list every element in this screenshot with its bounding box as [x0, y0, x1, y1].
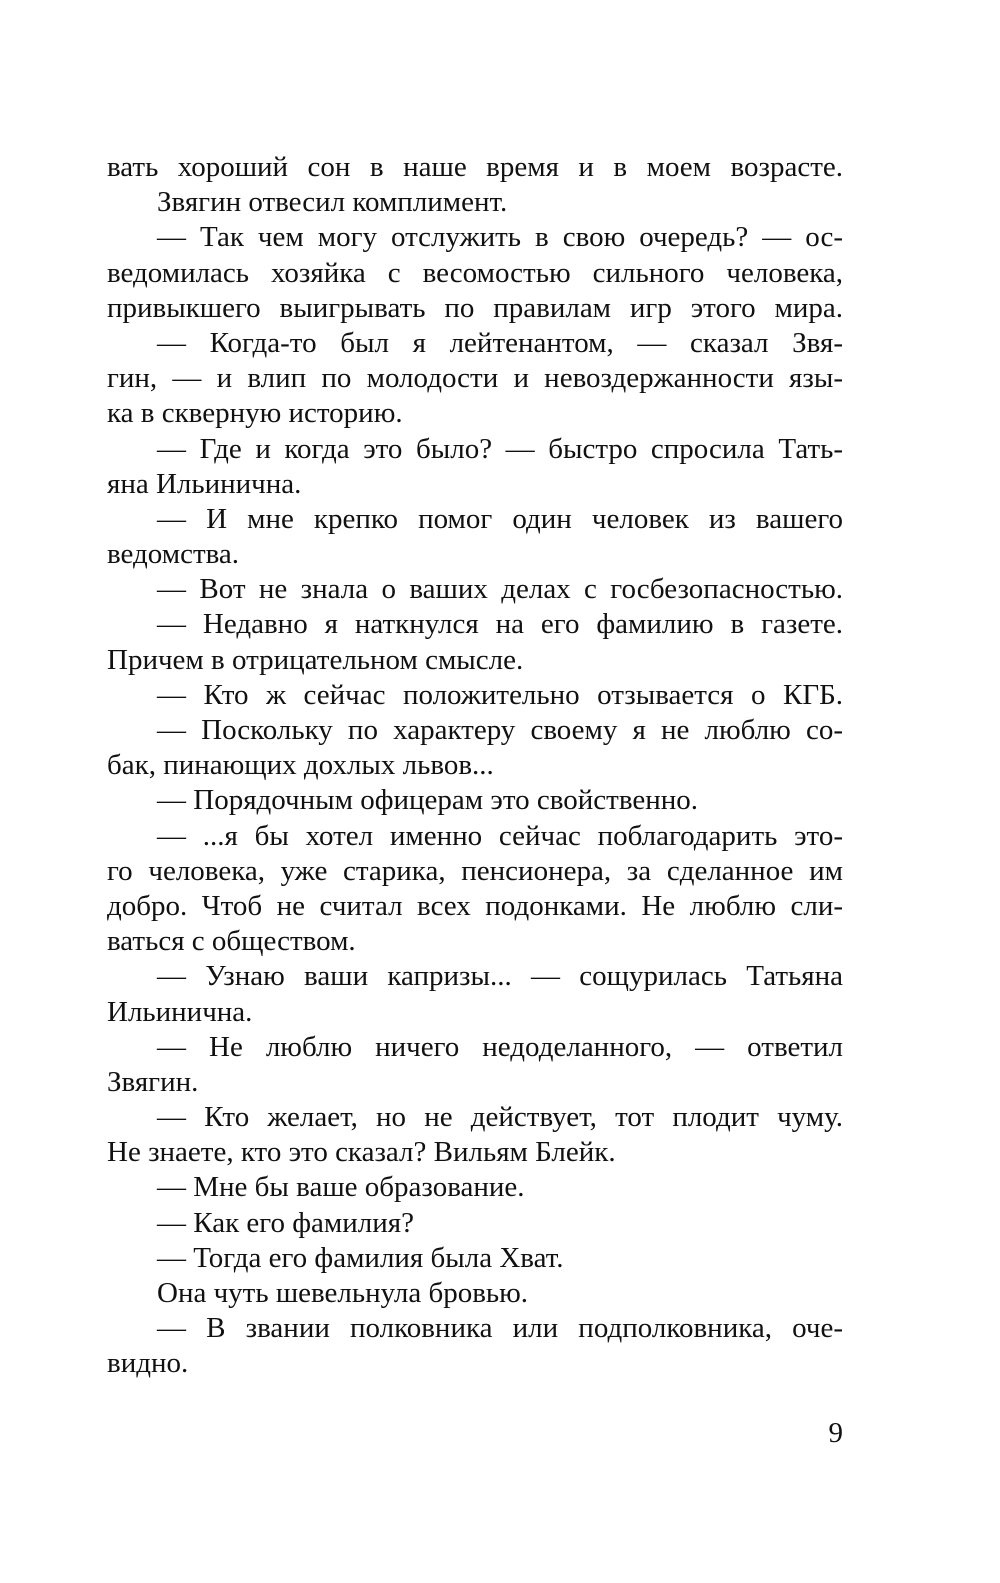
text-line: ведомства. [107, 538, 240, 571]
text-line: Звягин. [107, 1065, 199, 1098]
text-line: — Как его фамилия? [157, 1206, 414, 1239]
text-line: ведомилась хозяйка с весомостью сильного человека, [107, 256, 843, 289]
text-line: яна Ильинична. [107, 467, 302, 500]
text-line: ка в скверную историю. [107, 397, 403, 430]
text-line: го человека, уже старика, пенсионера, за сделанное им [107, 854, 843, 887]
text-line: видно. [107, 1347, 189, 1380]
text-line: гин, — и влип по молодости и невоздержанности язы- [107, 362, 843, 395]
text-line: — Так чем могу отслужить в свою очередь? — ос- [157, 221, 843, 254]
text-line: — И мне крепко помог один человек из вашего [157, 502, 843, 535]
page-body-text [107, 150, 843, 1382]
text-line: — ...я бы хотел именно сейчас поблагодарить это- [157, 819, 843, 852]
text-line: добро. Чтоб не считал всех подонками. Не люблю сли- [107, 889, 843, 922]
text-line: привыкшего выигрывать по правилам игр этого мира. [107, 291, 843, 324]
text-line: — Поскольку по характеру своему я не люблю со- [157, 714, 843, 746]
text-line: — Когда-то был я лейтенантом, — сказал Звя- [157, 326, 843, 359]
text-line: — Кто желает, но не действует, тот плодит чуму. [157, 1101, 843, 1134]
text-line: — Тогда его фамилия была Хват. [157, 1241, 564, 1274]
text-line: — Вот не знала о ваших делах с госбезопасностью. [157, 573, 843, 606]
text-line: — Недавно я наткнулся на его фамилию в газете. [157, 608, 843, 641]
text-line: Причем в отрицательном смысле. [107, 643, 524, 676]
text-line: Не знаете, кто это сказал? Вильям Блейк. [107, 1136, 616, 1169]
text-line: — Кто ж сейчас положительно отзывается о КГБ. [157, 678, 843, 711]
text-line: Она чуть шевельнула бровью. [157, 1277, 529, 1309]
text-line: — Узнаю ваши капризы... — сощурилась Татьяна [157, 960, 843, 993]
text-line: Ильинична. [107, 995, 253, 1028]
text-line: — Не люблю ничего недоделанного, — ответил [157, 1030, 843, 1063]
text-line: — В звании полковника или подполковника, оче- [157, 1312, 843, 1345]
text-line: бак, пинающих дохлых львов... [107, 749, 494, 782]
text-line: — Мне бы ваше образование. [157, 1171, 525, 1204]
text-line: — Порядочным офицерам это свойственно. [157, 784, 699, 817]
text-line: ваться с обществом. [107, 925, 356, 958]
text-line: — Где и когда это было? — быстро спросила Тать- [157, 432, 843, 465]
page-number: 9 [828, 1417, 843, 1449]
text-line: вать хороший сон в наше время и в моем возрасте. [107, 151, 843, 183]
text-line: Звягин отвесил комплимент. [157, 186, 508, 219]
